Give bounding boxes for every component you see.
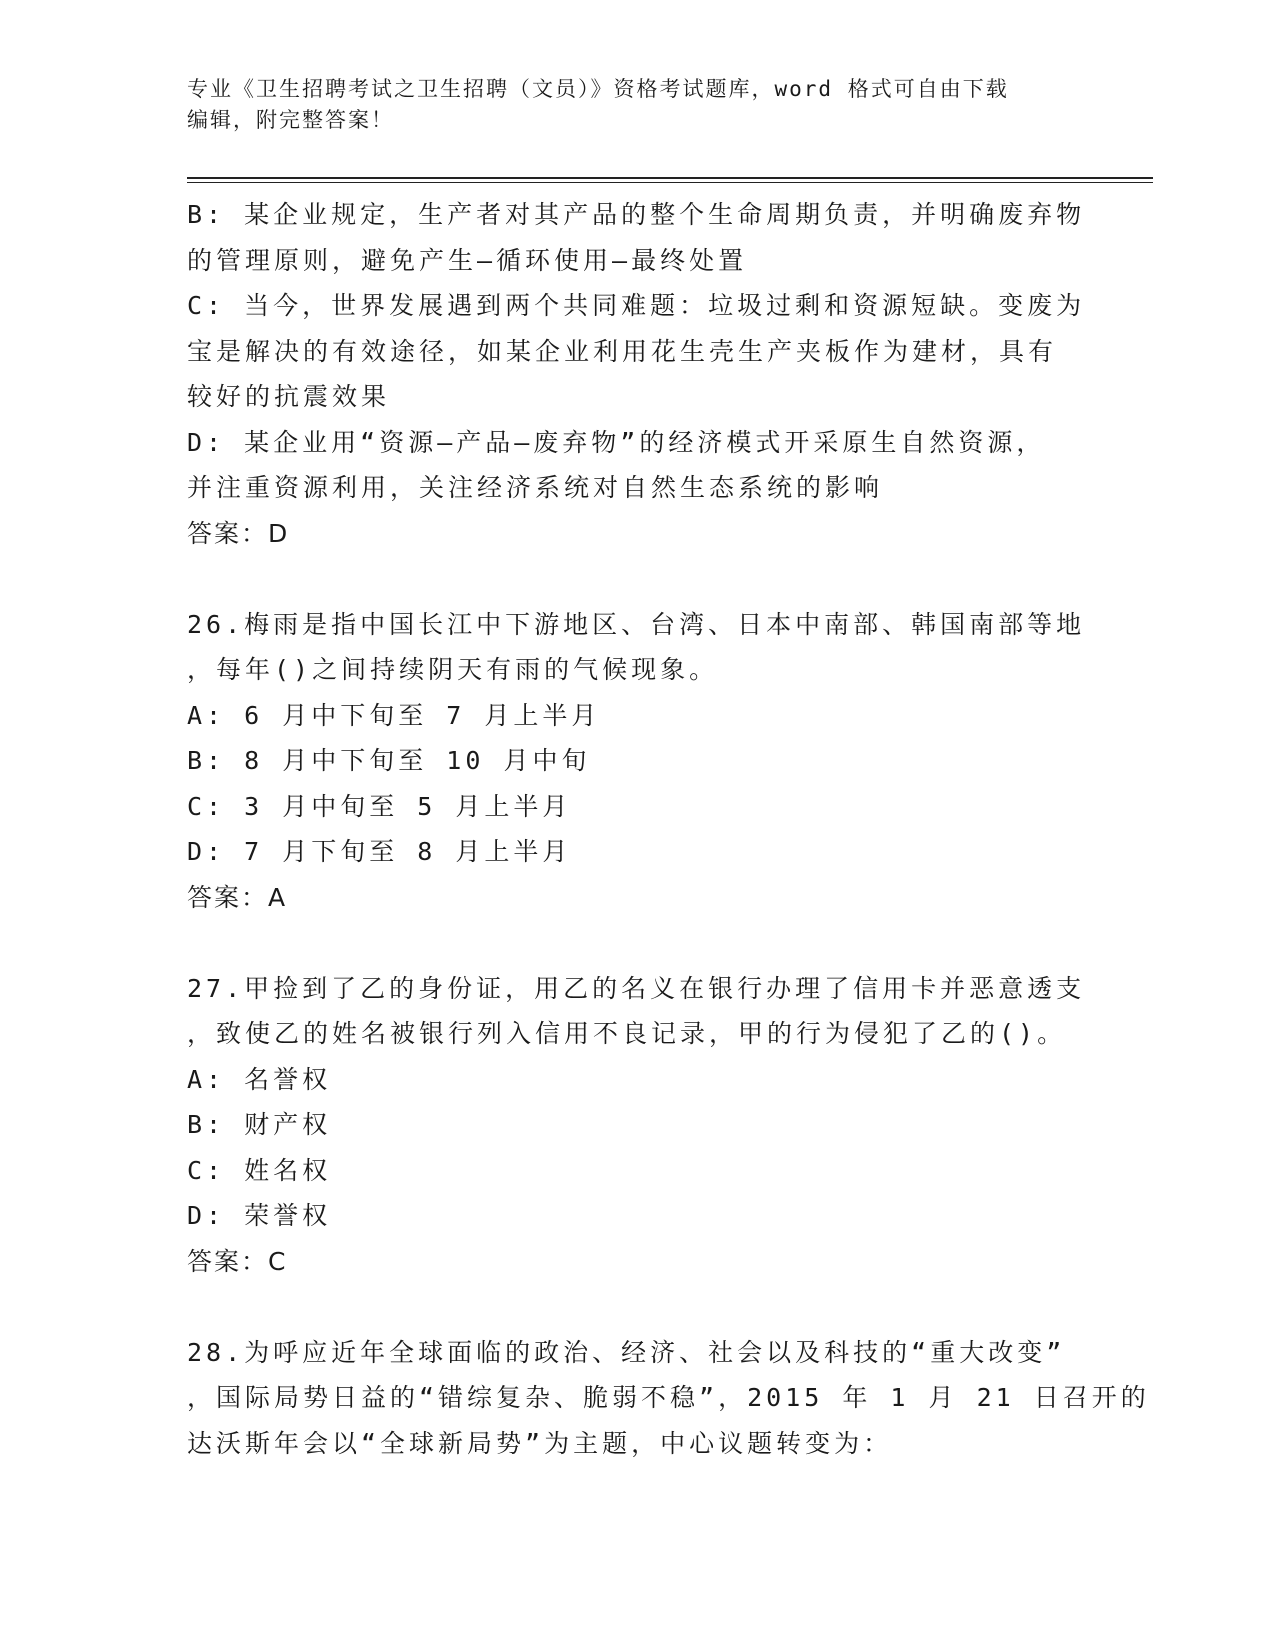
- question-stem: 达沃斯年会以“全球新局势”为主题，中心议题转变为：: [187, 1428, 893, 1458]
- question-stem: ，致使乙的姓名被银行列入信用不良记录，甲的行为侵犯了乙的()。: [187, 1019, 1067, 1048]
- option-line: 的管理原则，避免产生—循环使用—最终处置: [187, 245, 748, 275]
- option-line: B: 某企业规定，生产者对其产品的整个生命周期负责，并明确废弃物: [187, 200, 1086, 229]
- header-line: 编辑，附完整答案！: [187, 108, 394, 132]
- question-28: [187, 1330, 1150, 1467]
- option-b: [187, 192, 1087, 283]
- header-divider-thin: [187, 182, 1153, 183]
- header-line: 专业《卫生招聘考试之卫生招聘（文员）》资格考试题库，word 格式可自由下载: [187, 77, 1009, 101]
- option-a: A: 名誉权: [187, 1064, 332, 1094]
- answer-label: 答案：C: [187, 1246, 288, 1276]
- document-header: [187, 74, 1087, 136]
- question-stem: 27.甲捡到了乙的身份证，用乙的名义在银行办理了信用卡并恶意透支: [187, 973, 1086, 1003]
- option-d: [187, 420, 1087, 511]
- option-b: B: 8 月中下旬至 10 月中旬: [187, 746, 591, 775]
- option-c: C: 3 月中旬至 5 月上半月: [187, 791, 572, 821]
- option-line: 宝是解决的有效途径，如某企业利用花生壳生产夹板作为建材，具有: [187, 336, 1058, 366]
- question-stem: ，每年()之间持续阴天有雨的气候现象。: [187, 655, 719, 684]
- answer-label: 答案：A: [187, 882, 288, 912]
- question-26: [187, 602, 1087, 921]
- header-divider-thick: [187, 177, 1153, 179]
- option-line: D: 某企业用“资源—产品—废弃物”的经济模式开采原生自然资源，: [187, 427, 1046, 457]
- question-27: [187, 966, 1087, 1285]
- answer-label: 答案：D: [187, 518, 290, 548]
- option-line: C: 当今，世界发展遇到两个共同难题：垃圾过剩和资源短缺。变废为: [187, 291, 1086, 320]
- question-stem: ，国际局势日益的“错综复杂、脆弱不稳”，2015 年 1 月 21 日召开的: [187, 1383, 1150, 1412]
- spacer: [187, 920, 1087, 966]
- question-stem: 28.为呼应近年全球面临的政治、经济、社会以及科技的“重大改变”: [187, 1337, 1066, 1367]
- option-c: C: 姓名权: [187, 1155, 332, 1185]
- option-a: A: 6 月中下旬至 7 月上半月: [187, 700, 601, 730]
- option-d: D: 7 月下旬至 8 月上半月: [187, 837, 572, 866]
- document-body: [187, 192, 1150, 1466]
- spacer: [187, 556, 1087, 602]
- option-b: B: 财产权: [187, 1110, 332, 1139]
- spacer: [187, 1284, 1087, 1330]
- option-c: [187, 283, 1087, 420]
- option-line: 较好的抗震效果: [187, 382, 391, 411]
- question-stem: 26.梅雨是指中国长江中下游地区、台湾、日本中南部、韩国南部等地: [187, 609, 1086, 639]
- option-d: D: 荣誉权: [187, 1201, 332, 1230]
- question-25: [187, 192, 1087, 556]
- option-line: 并注重资源利用，关注经济系统对自然生态系统的影响: [187, 473, 884, 502]
